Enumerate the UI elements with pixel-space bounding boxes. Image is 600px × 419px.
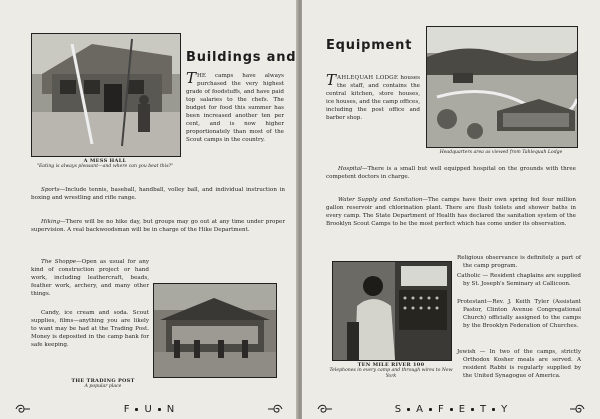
footer-letter: E	[458, 403, 466, 415]
footer-letter: F	[123, 403, 130, 415]
hiking-label: Hiking	[41, 219, 61, 225]
hiking-paragraph	[31, 218, 285, 234]
footer-word-safety	[395, 404, 508, 415]
shoppe-label: The Shoppe	[41, 259, 77, 265]
footer-dot	[450, 408, 453, 411]
hospital-paragraph	[326, 165, 576, 181]
hiking-text: —There will be no hike day, but groups may go out at any time under proper supervision. A real backwoodsman will be in charge of the Hike Department.	[31, 219, 285, 233]
drop-cap: T	[326, 71, 337, 89]
caption-title: A MESS HALL	[83, 158, 127, 164]
protestant-paragraph	[457, 298, 581, 330]
candy-text: Candy, ice cream and soda. Scout supplies, films—anything you are likely to want may be had at the Trading Post. Money is deposited in the camp bank for safe keeping.	[31, 310, 149, 348]
religious-paragraph	[457, 254, 581, 270]
caption-subtitle: Telephones in every camp and through wires to New York	[329, 368, 453, 379]
candy-paragraph	[31, 309, 149, 349]
footer-letter: Y	[501, 403, 508, 415]
footer-banner	[316, 403, 586, 415]
trading-post-caption	[58, 378, 148, 390]
left-page	[0, 0, 298, 419]
water-text: —The camps have their own spring fed four million gallon reservoir and chlorination plant. There are flush toilets and shower baths in every camp. The State Department of Health has declared the sanitation system of the Brooklyn Scout Camps to be the most perfect which has come under its observation.	[326, 197, 576, 227]
footer-ornament-left	[14, 404, 30, 414]
sports-text: —Include tennis, baseball, handball, volley ball, and individual instruction in boxing and wrestling and rifle range.	[31, 187, 285, 201]
hospital-text: —There is a small but well equipped hospital on the grounds with three competent doctors in charge.	[326, 166, 576, 180]
sports-label: Sports	[41, 187, 60, 193]
page-heading: Buildings and	[186, 50, 297, 65]
footer-dot	[135, 408, 138, 411]
trading-post-photo	[153, 283, 277, 378]
footer-letter: U	[144, 403, 152, 415]
hospital-label: Hospital	[338, 166, 362, 172]
footer-letter: N	[166, 403, 175, 415]
footer-letter: F	[437, 403, 444, 415]
footer-dot	[407, 408, 410, 411]
food-text: HE camps have always purchased the very highest grade of foodstuffs, and have paid top salaries to the chefs. The budget for food this summer has been increased another ten per cent, and is now higher proportionately than most of the Scout camps in the country.	[186, 73, 284, 143]
mess-hall-caption	[31, 158, 179, 170]
footer-dot	[471, 408, 474, 411]
shoppe-paragraph	[31, 258, 149, 298]
footer-letter: A	[416, 403, 423, 415]
protestant-text: Protestant—Rev. J. Keith Tyler (Assistant Pastor, Clinton Avenue Congregational Church) officially assigned to the camps by the Brooklyn Federation of Churches.	[457, 299, 581, 329]
religious-text: Religious observance is definitely a part of the camp program.	[457, 255, 581, 269]
footer-ornament-left	[316, 404, 332, 414]
footer-letter: T	[480, 403, 487, 415]
catholic-paragraph	[457, 272, 581, 288]
footer-word-fun	[124, 404, 175, 415]
shoppe-text: —Open as usual for any kind of construction project or hand work, including leathercraft, beads, feather work, archery, and many other things.	[31, 259, 149, 297]
caption-title: TEN MILE RIVER 100	[357, 362, 425, 368]
caption-subtitle: A popular place	[84, 384, 122, 390]
caption-subtitle: "Eating is always pleasant—and where can you beat this?"	[36, 164, 174, 170]
footer-dot	[492, 408, 495, 411]
lodge-label: AHLEQUAH LODGE	[337, 75, 399, 81]
right-page	[302, 0, 600, 419]
food-paragraph	[186, 69, 284, 144]
headquarters-caption	[426, 150, 576, 156]
footer-ornament-right	[570, 404, 586, 414]
telephone-photo	[332, 261, 452, 361]
drop-cap: T	[186, 69, 197, 87]
jewish-text: Jewish — In two of the camps, strictly Orthodox Kosher meals are served. A resident Rabbi is regularly supplied by the United Synagogue of America.	[457, 349, 581, 379]
sports-paragraph	[31, 186, 285, 202]
lodge-paragraph	[326, 71, 420, 122]
jewish-paragraph	[457, 348, 581, 380]
headquarters-photo	[426, 26, 578, 148]
mess-hall-photo	[31, 33, 181, 157]
caption-title: THE TRADING POST	[71, 378, 135, 384]
footer-dot	[158, 408, 161, 411]
footer-letter: S	[394, 403, 402, 415]
water-paragraph	[326, 196, 576, 228]
lodge-text: houses the staff, and contains the central kitchen, store houses, ice houses, and the camp offices, including the post office and barber shop.	[326, 75, 420, 121]
footer-ornament-right	[268, 404, 284, 414]
footer-dot	[429, 408, 432, 411]
water-label: Water Supply and Sanitation	[338, 197, 423, 203]
page-heading: Equipment	[326, 38, 413, 53]
catholic-text: Catholic — Resident chaplains are supplied by St. Joseph's Seminary at Callicoon.	[457, 273, 581, 287]
footer-banner	[14, 403, 284, 415]
telephone-caption	[324, 362, 458, 380]
caption-subtitle: Headquarters area as viewed from Tahlequah Lodge	[439, 150, 563, 155]
